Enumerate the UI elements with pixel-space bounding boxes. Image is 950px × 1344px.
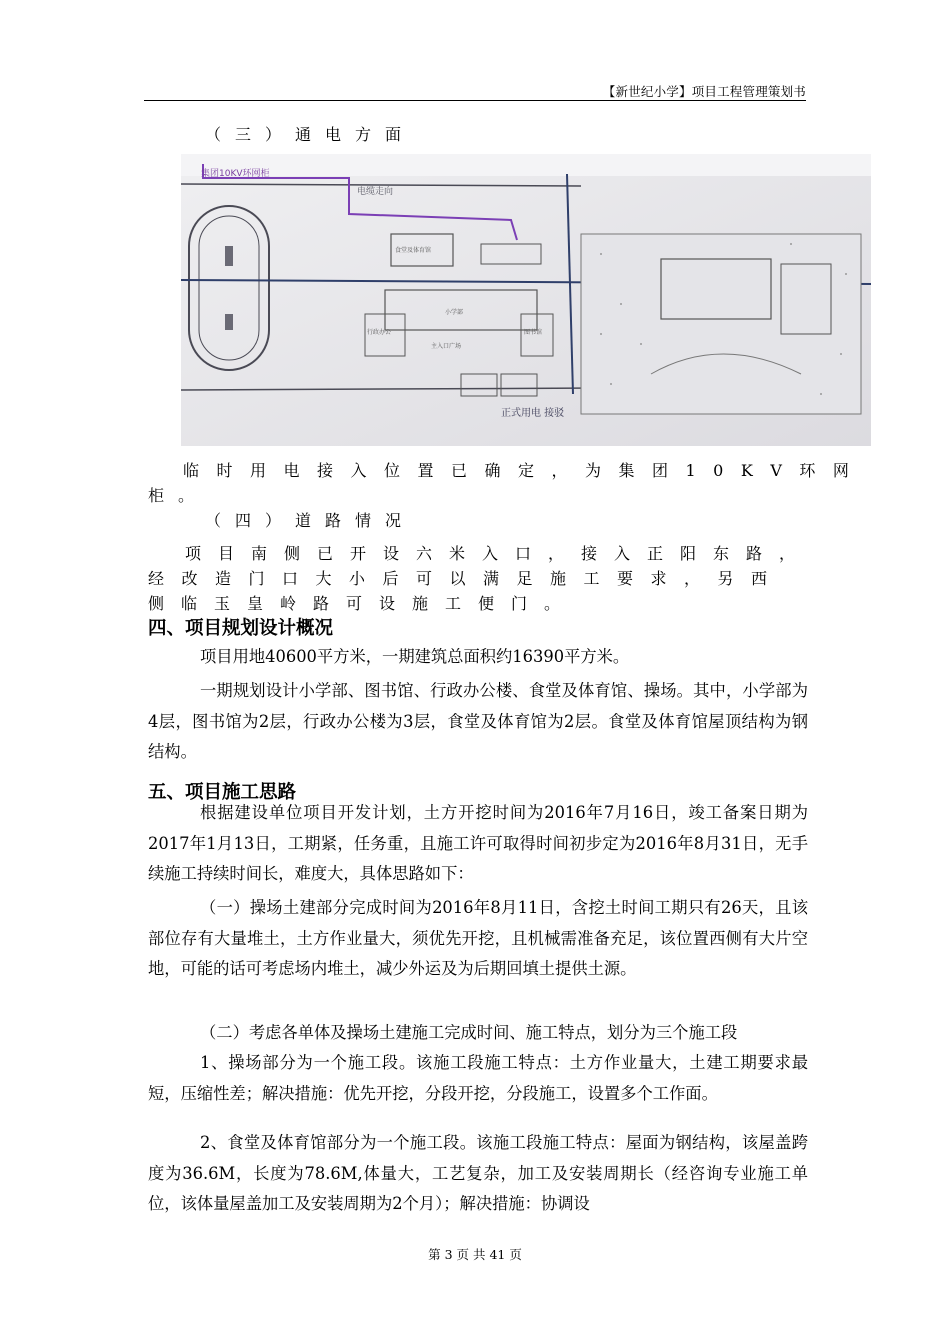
- photo-label-cafeteria: 食堂及体育馆: [395, 247, 432, 254]
- section-4-line-2: 经改造门口大小后可以满足施工要求，另西: [148, 569, 785, 588]
- site-plan-photo: [181, 154, 871, 446]
- chapter-5-paragraph-1: 根据建设单位项目开发计划，土方开挖时间为2016年7月16日，竣工备案日期为2017年1月13日，工期紧，任务重，且施工许可取得时间初步定为2016年8月31日，无手续施工持续时间长，难度大，具体思路如下：: [148, 803, 808, 883]
- chapter-5-paragraph-2: （一）操场土建部分完成时间为2016年8月11日，含挖土时间工期只有26天，且该部位存有大量堆土，土方作业量大，须优先开挖，且机械需准备充足，该位置西侧有大片空地，可能的话可考虑场内堆土，减少外运及为后期回填土提供土源。: [148, 898, 808, 978]
- chapter-4-paragraph-2: 一期规划设计小学部、图书馆、行政办公楼、食堂及体育馆、操场。其中，小学部为4层，图书馆为2层，行政办公楼为3层，食堂及体育馆为2层。食堂及体育馆屋顶结构为钢结构。: [148, 681, 808, 761]
- section-4-line-3: 侧临玉皇岭路可设施工便门。: [148, 594, 578, 613]
- photo-handwriting-bottom: 正式用电 接驳: [501, 408, 565, 419]
- photo-label-library: 图书馆: [524, 329, 543, 336]
- chapter-5-paragraph-3: （二）考虑各单体及操场土建施工完成时间、施工特点，划分为三个施工段: [200, 1023, 738, 1042]
- chapter-5-title: 五、项目施工思路: [148, 782, 297, 803]
- page-footer: 第 3 页 共 41 页: [428, 1247, 522, 1262]
- photo-label-school: 小学部: [445, 309, 464, 316]
- section-3-line-2: 柜。: [148, 486, 209, 505]
- photo-label-admin: 行政办公: [367, 329, 392, 336]
- chapter-5-paragraph-4: 1、操场部分为一个施工段。该施工段施工特点：土方作业量大，土建工期要求最短，压缩性差；解决措施：优先开挖，分段开挖，分段施工，设置多个工作面。: [148, 1053, 808, 1103]
- section-4-heading: （四）道路情况: [205, 511, 416, 530]
- section-3-heading: （三）通电方面: [205, 125, 416, 144]
- photo-handwriting-route: 电缆走向: [357, 187, 394, 197]
- section-4-line-1: 项目南侧已开设六米入口，接入正阳东路，: [185, 544, 813, 563]
- page-header-title: 【新世纪小学】项目工程管理策划书: [602, 84, 806, 99]
- header-rule: [144, 100, 806, 101]
- chapter-4-title: 四、项目规划设计概况: [148, 618, 334, 639]
- photo-handwriting-top: 集团10KV环网柜: [201, 169, 270, 179]
- photo-label-plaza: 主入口广场: [431, 343, 462, 350]
- section-3-line-1: 临时用电接入位置已确定，为集团10KV环网: [183, 461, 867, 480]
- chapter-4-paragraph-1: 项目用地40600平方米，一期建筑总面积约16390平方米。: [200, 647, 630, 666]
- chapter-5-paragraph-5: 2、食堂及体育馆部分为一个施工段。该施工段施工特点：屋面为钢结构，该屋盖跨度为36.6M，长度为78.6M,体量大，工艺复杂，加工及安装周期长（经咨询专业施工单位，该体量屋盖加工及安装周期为2个月）；解决措施：协调设: [148, 1133, 808, 1213]
